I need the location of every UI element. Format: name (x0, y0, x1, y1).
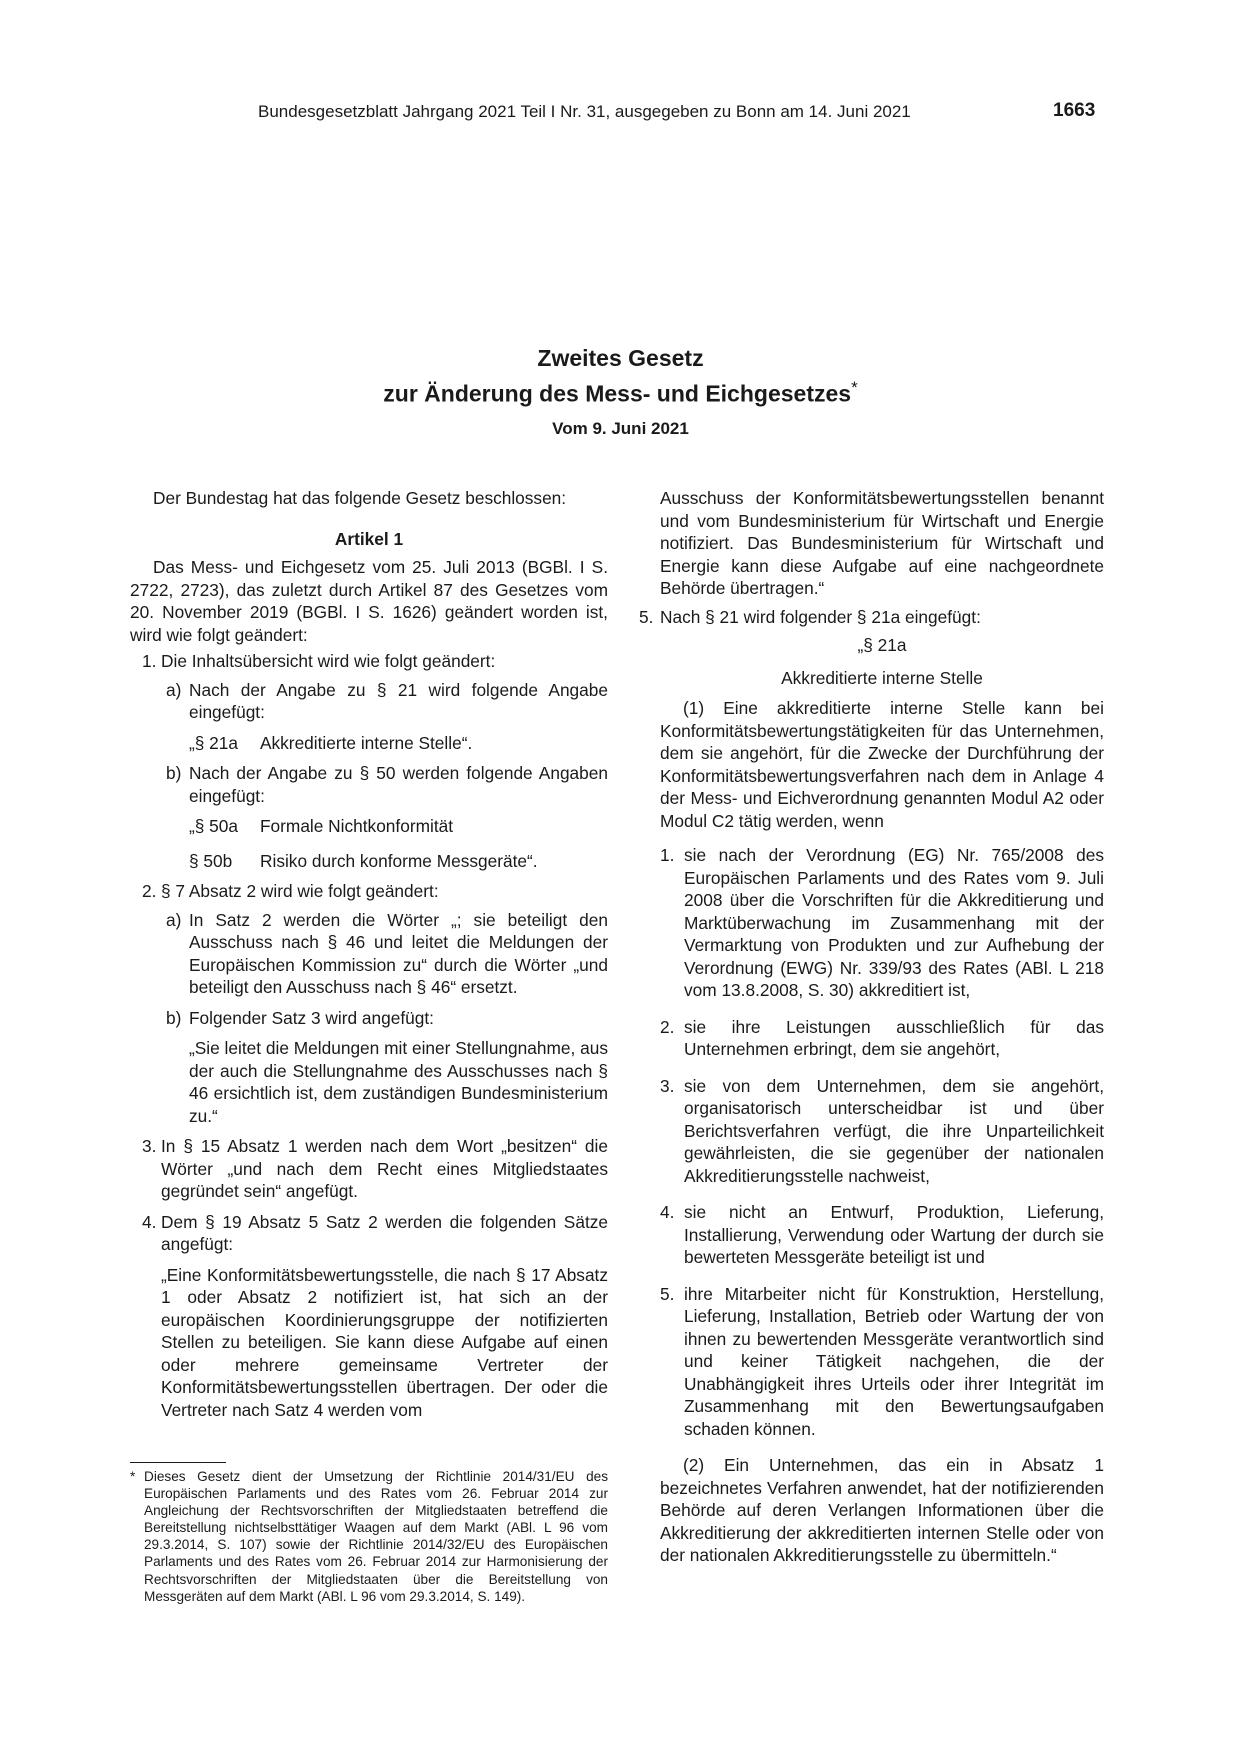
condition-item (660, 1016, 1104, 1061)
amendment-item-4 (130, 1211, 608, 1256)
condition-text: ihre Mitarbeiter nicht für Konstruktion, Herstellung, Lieferung, Installation, Betrieb oder Wartung der von ihnen zu bewertenden Messgeräte verantwortlich sind und keiner Tätigkeit nachgehen, die der Unabhängigkeit ihres Urteils oder ihrer Integrität im Zusammenhang mit den Bewertungsaufgaben schaden können. (684, 1283, 1104, 1439)
sub-item-text: In Satz 2 werden die Wörter „; sie beteiligt den Ausschuss nach § 46 und leitet die Meldungen der Europäischen Kommission zu“ durch die Wörter „und beteiligt den Ausschuss nach § 46“ ersetzt. (189, 909, 608, 997)
item-text: Nach § 21 wird folgender § 21a eingefügt: (660, 606, 981, 627)
law-title-line-2: zur Änderung des Mess- und Eichgesetzes (383, 380, 852, 407)
section-paragraph-2: (2) Ein Unternehmen, das ein in Absatz 1 bezeichnetes Verfahren anwendet, hat der notifizierenden Behörde auf deren Verlangen Informationen über die Akkreditierung der akkreditierten internen Stelle oder von der nationalen Akkreditierungsstelle zu übermitteln.“ (660, 1455, 1104, 1565)
article-intro: Das Mess- und Eichgesetz vom 25. Juli 2013 (BGBl. I S. 2722, 2723), das zuletzt durch Artikel 87 des Gesetzes vom 20. November 2019 (BGBl. I S. 1626) geändert worden ist, wird wie folgt geändert: (130, 557, 608, 645)
footnote-divider (130, 1462, 226, 1463)
condition-list (660, 844, 1104, 1440)
condition-number: 5. (660, 1283, 675, 1304)
condition-number: 1. (660, 845, 675, 865)
condition-text: sie ihre Leistungen ausschließlich für das Unternehmen erbringt, dem sie angehört, (684, 1016, 1104, 1059)
sub-item-2a (130, 909, 608, 999)
sub-item-text: Nach der Angabe zu § 21 wird folgende Angabe eingefügt: (189, 679, 608, 722)
toc-entry-21a (130, 732, 608, 755)
footnote-reference: * (851, 378, 858, 397)
footnote-mark: * (130, 1469, 136, 1484)
section-title: Akkreditierte interne Stelle (781, 667, 983, 688)
amendment-item-2 (130, 880, 608, 903)
sub-item-letter: a) (166, 679, 182, 700)
amendment-item-3 (130, 1135, 608, 1203)
item-number: 3. (142, 1136, 157, 1156)
running-head: Bundesgesetzblatt Jahrgang 2021 Teil I Nr. 31, ausgegeben zu Bonn am 14. Juni 2021 (258, 102, 911, 121)
amendment-item-5 (639, 606, 1104, 629)
toc-entry-50a (130, 815, 608, 838)
toc-section-title: Risiko durch konforme Messgeräte“. (260, 850, 538, 871)
footnote-text: Dieses Gesetz dient der Umsetzung der Richtlinie 2014/31/EU des Europäischen Parlaments und des Rates vom 26. Februar 2014 zur Angleichung der Rechtsvorschriften der Mitgliedstaaten betreffend die Bereitstellung nichtselbsttätiger Waagen auf dem Markt (ABl. L 96 vom 29.3.2014, S. 107) sowie der Richtlinie 2014/32/EU des Europäischen Parlaments und des Rates vom 26. Februar 2014 zur Harmonisierung der Rechtsvorschriften der Mitgliedstaaten über die Bereitstellung von Messgeräten auf dem Markt (ABl. L 96 vom 29.3.2014, S. 149). (144, 1469, 608, 1604)
sub-item-1b (130, 762, 608, 807)
sub-item-letter: a) (166, 909, 182, 930)
item-text: Dem § 19 Absatz 5 Satz 2 werden die folgenden Sätze angefügt: (161, 1211, 608, 1254)
toc-entry-50b (130, 850, 608, 873)
condition-item (660, 844, 1104, 1002)
page-number: 1663 (1053, 100, 1096, 121)
toc-section-title: Formale Nichtkonformität (260, 816, 454, 836)
footnote (130, 1468, 608, 1605)
section-number: „§ 21a (857, 635, 907, 655)
condition-item (660, 1283, 1104, 1441)
inserted-sentence-quote: „Sie leitet die Meldungen mit einer Stellungnahme, aus der auch die Stellungnahme des Ausschusses nach § 46 ersichtlich ist, dem zuständigen Bundesministerium zu.“ (189, 1038, 608, 1126)
sub-item-text: Nach der Angabe zu § 50 werden folgende Angaben eingefügt: (189, 763, 608, 806)
sub-item-letter: b) (166, 763, 182, 783)
item-number: 4. (142, 1211, 157, 1232)
condition-item (660, 1201, 1104, 1269)
condition-item (660, 1075, 1104, 1188)
enactment-clause: Der Bundestag hat das folgende Gesetz beschlossen: (153, 488, 567, 508)
inserted-section-21a (642, 634, 1104, 1567)
sub-item-text: Folgender Satz 3 wird angefügt: (189, 1007, 434, 1028)
condition-number: 2. (660, 1016, 675, 1037)
toc-section-title: Akkreditierte interne Stelle“. (260, 732, 473, 753)
item-text: § 7 Absatz 2 wird wie folgt geändert: (161, 881, 439, 901)
item-text: Die Inhaltsübersicht wird wie folgt geändert: (161, 651, 496, 671)
quote-continuation: Ausschuss der Konformitätsbewertungsstellen benannt und vom Bundesministerium für Wirtschaft und Energie notifiziert. Das Bundesministerium für Wirtschaft und Energie kann diese Aufgabe auf eine nachgeordnete Behörde übertragen.“ (660, 488, 1104, 598)
section-paragraph-1: (1) Eine akkreditierte interne Stelle kann bei Konformitätsbewertungstätigkeiten für das Unternehmen, dem sie angehört, für die Zwecke der Durchführung der Konformitätsbewertungsverfahren nach dem in Anlage 4 der Mess- und Eichverordnung genannten Modul A2 oder Modul C2 tätig werden, wenn (660, 698, 1104, 831)
item-text: In § 15 Absatz 1 werden nach dem Wort „besitzen“ die Wörter „und nach dem Recht eines Mitgliedstaates gegründet sein“ angefügt. (161, 1136, 608, 1201)
condition-text: sie nach der Verordnung (EG) Nr. 765/2008 des Europäischen Parlaments und des Rates vom 9. Juli 2008 über die Vorschriften für die Akkreditierung und Marktüberwachung im Zusammenhang mit der Vermarktung von Produkten und zur Aufhebung der Verordnung (EWG) Nr. 339/93 des Rates (ABl. L 218 vom 13.8.2008, S. 30) akkreditiert ist, (684, 845, 1104, 1000)
sub-item-2b (130, 1007, 608, 1030)
left-column (130, 487, 608, 1421)
condition-text: sie von dem Unternehmen, dem sie angehört, organisatorisch unterscheidbar ist und über Berichtsverfahren verfügt, die ihre Unparteilichkeit gewährleisten, die sie gegenüber der nationalen Akkreditierungsstelle nachweist, (684, 1075, 1104, 1186)
item-number: 1. (142, 651, 157, 671)
toc-section-number: „§ 50a (189, 816, 239, 836)
right-column (639, 487, 1104, 1567)
inserted-sentences-quote: „Eine Konformitätsbewertungsstelle, die nach § 17 Absatz 1 oder Absatz 2 notifiziert ist, hat sich an der europäischen Koordinierungsgruppe der notifizierten Stellen zu beteiligen. Sie kann diese Aufgabe auf einen oder mehrere gemeinsame Vertreter der Konformitätsbewertungsstellen übertragen. Der oder die Vertreter nach Satz 4 werden vom (161, 1264, 608, 1420)
condition-number: 3. (660, 1075, 675, 1096)
toc-section-number: § 50b (189, 850, 233, 871)
sub-item-letter: b) (166, 1007, 182, 1028)
condition-text: sie nicht an Entwurf, Produktion, Lieferung, Installierung, Verwendung oder Wartung der durch sie bewerteten Messgeräte beteiligt ist und (684, 1202, 1104, 1267)
toc-section-number: „§ 21a (189, 732, 239, 753)
article-heading: Artikel 1 (334, 528, 404, 549)
condition-number: 4. (660, 1202, 675, 1222)
item-number: 5. (639, 606, 654, 627)
law-title-line-1: Zweites Gesetz (537, 345, 704, 371)
item-number: 2. (142, 881, 157, 901)
law-title (0, 343, 1241, 409)
law-date: Vom 9. Juni 2021 (552, 419, 689, 438)
sub-item-1a (130, 679, 608, 724)
amendment-item-1 (130, 650, 608, 673)
